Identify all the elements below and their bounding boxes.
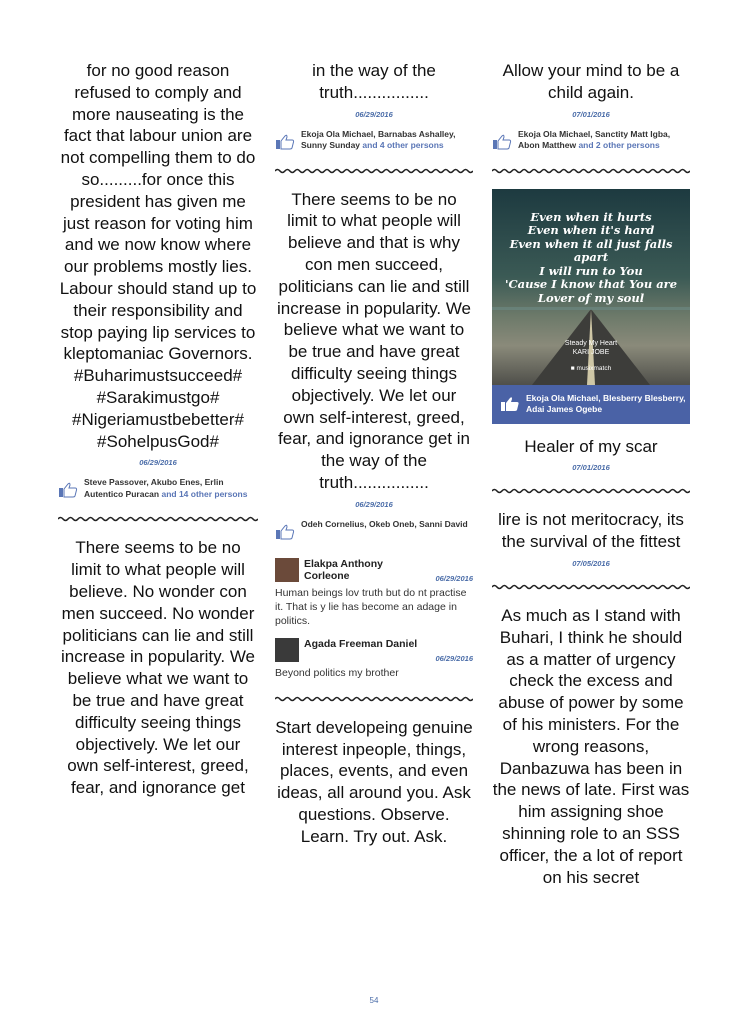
likes-more: and 4 other persons (362, 140, 444, 151)
wave-divider (492, 487, 690, 495)
likes-strip (492, 385, 690, 424)
comment-date: 06/29/2016 (435, 573, 473, 583)
thumbs-up-icon (275, 524, 295, 540)
page-number: 54 (369, 996, 379, 1005)
post-date: 07/01/2016 (572, 463, 610, 473)
lyric-line: Even when it hurts (530, 209, 652, 224)
likes-more: and 14 other persons (161, 488, 248, 499)
comment (275, 558, 473, 628)
comment-author: Elakpa Anthony Corleone (304, 557, 383, 582)
wave-divider (58, 515, 258, 523)
likes-row (275, 129, 473, 152)
thumbs-up-icon (275, 134, 295, 150)
comment-date: 06/29/2016 (435, 653, 473, 663)
wave-divider (492, 167, 690, 175)
column-1 (58, 60, 258, 799)
likes-names: Steve Passover, Akubo Enes, Erlin Autentico Puracan (84, 477, 224, 499)
likes-names: Ekoja Ola Michael, Blesberry Blesberry, Adai James Ogebe (526, 393, 686, 415)
post-text: Allow your mind to be a child again. (502, 61, 680, 102)
comment-text: Human beings lov truth but do nt practise it. That is y lie has become an adage in politics. (275, 586, 467, 627)
post-date: 06/29/2016 (139, 458, 177, 468)
post-text: There seems to be no limit to what people will believe. No wonder con men succeed. No wonder politicians can lie and still increase in popularity. We believe what we want to be true and have great difficulty seeing things objectively. We let our own self-interest, greed, fear, and ignorance get (60, 538, 256, 798)
post-text: Start developeing genuine interest inpeople, things, places, events, and even ideas, all around you. Ask questions. Observe. Learn. Try out. Ask. (275, 717, 473, 846)
wave-divider (275, 167, 473, 175)
song-artist: KARI JOBE (572, 348, 610, 356)
likes-more: and 2 other persons (578, 140, 660, 151)
music-lyrics-card (492, 189, 690, 424)
likes-names: Ekoja Ola Michael, Sanctity Matt Igba, Abon Matthew (518, 128, 671, 151)
thumbs-up-icon (58, 482, 78, 498)
lyric-line: Lover of my soul (537, 290, 645, 305)
post-text: for no good reason refused to comply and more nauseating is the fact that labour union are not compelling them to do so.........for once this president has given me just reason for voting him and we now know where our problems mostly lies. Labour should stand up to their responsibility and stop paying lip services to kleptomaniac Governors. #Buharimustsucceed# #Sarakimustgo# #Nigeriamustbebetter# #SohelpusGod# (59, 61, 257, 451)
post-date: 07/01/2016 (572, 109, 610, 119)
lyric-line: I will run to You (539, 263, 643, 278)
column-3 (492, 60, 690, 888)
post-text: lire is not meritocracy, its the survival of the fittest (498, 510, 684, 552)
avatar (275, 638, 299, 662)
musixmatch-icon: ■ (570, 364, 575, 372)
likes-names: Ekoja Ola Michael, Barnabas Ashalley, Sunny Sunday (301, 128, 456, 151)
lyric-line: Even when it's hard (527, 223, 655, 238)
comment (275, 638, 473, 680)
likes-row (275, 519, 473, 540)
wave-divider (275, 695, 473, 703)
post-text: in the way of the truth................ (312, 61, 436, 102)
wave-divider (492, 583, 690, 591)
comment-text: Beyond politics my brother (275, 666, 399, 679)
lyric-line: Even when it all just falls apart (509, 236, 673, 265)
post-date: 06/29/2016 (355, 499, 393, 509)
song-title: Steady My Heart (564, 339, 618, 347)
column-2 (275, 60, 473, 848)
thumbs-up-icon (492, 134, 512, 150)
avatar (275, 558, 299, 582)
lyric-line: 'Cause I know that You are (504, 277, 678, 292)
post-date: 06/29/2016 (355, 109, 393, 119)
comment-author: Agada Freeman Daniel (304, 637, 418, 650)
thumbs-up-icon (500, 396, 520, 412)
likes-row (492, 129, 690, 152)
brand-label (492, 365, 690, 372)
post-text: As much as I stand with Buhari, I think he should as a matter of urgency check the excess and abuse of power by some of his ministers. For the wrong reasons, Danbazuwa has been in the news of late. First was him assigning shoe shinning role to an SSS officer, the a lot of report on his secret (492, 605, 690, 887)
likes-names: Odeh Cornelius, Okeb Oneb, Sanni David (301, 518, 468, 529)
post-date: 07/05/2016 (572, 558, 610, 568)
likes-row (58, 477, 258, 500)
post-text: There seems to be no limit to what people will believe and that is why con men succeed, politicians can lie and still increase in popularity. We believe what we want to be true and have great difficulty seeing things objectively. We let our own self-interest, greed, fear, and ignorance get in the way of the truth................ (276, 189, 472, 492)
lyrics-text (492, 211, 690, 306)
song-info (492, 339, 690, 357)
brand-name: musixmatch (576, 364, 612, 372)
post-text: Healer of my scar (524, 436, 658, 456)
